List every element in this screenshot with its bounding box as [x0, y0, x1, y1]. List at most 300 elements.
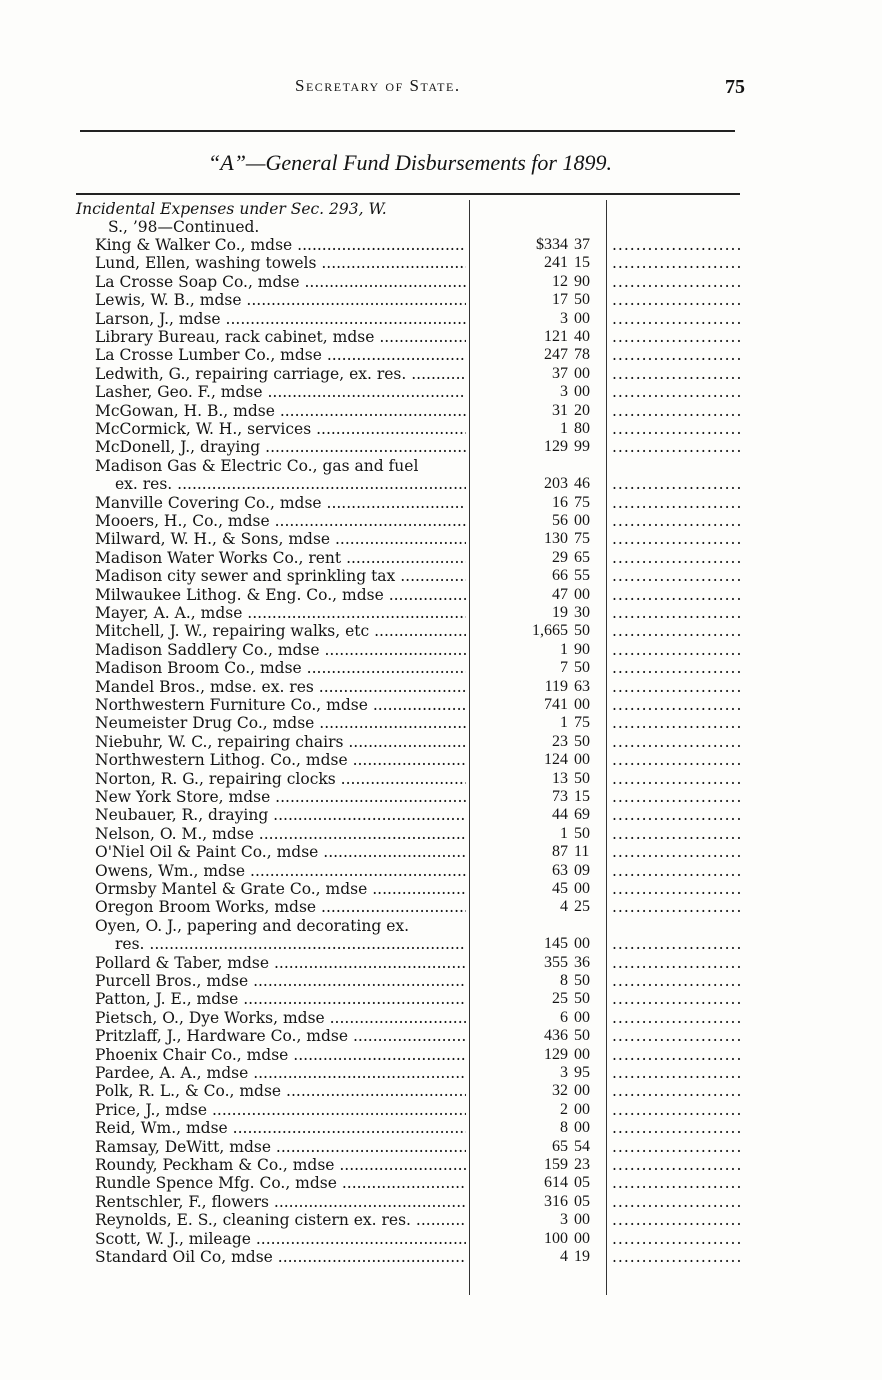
ledger-row [0, 622, 882, 640]
payee-name-text: La Crosse Soap Co., mdse ..... [95, 273, 466, 291]
amount-dollars: 119 [544, 677, 568, 695]
amount-cents: 15 [574, 254, 590, 272]
ledger-row [0, 1193, 882, 1211]
payee-name [95, 843, 466, 861]
total-column-leader [612, 494, 740, 512]
ledger-row [0, 1064, 882, 1082]
amount-cents: 69 [574, 806, 590, 824]
ledger-row [0, 567, 882, 585]
total-column-leader [612, 383, 740, 401]
payee-name-text: Patton, J. E., mdse ..... [95, 990, 466, 1008]
payee-name-text: Price, J., mdse ..... [95, 1101, 466, 1119]
amount-cents: 36 [574, 953, 590, 971]
amount-dollars: 23 [552, 732, 568, 750]
ledger-row [0, 346, 882, 364]
payee-name-text: Library Bureau, rack cabinet, mdse ..... [95, 328, 466, 346]
payee-name [95, 806, 466, 824]
payee-name-text: Mitchell, J. W., repairing walks, etc ..... [95, 622, 466, 640]
amount-cents: 75 [574, 530, 590, 548]
amount-dollars: 247 [544, 346, 568, 364]
amount-cents: 00 [574, 751, 590, 769]
ledger-row [0, 494, 882, 512]
amount-cents: 00 [574, 879, 590, 897]
amount-dollars: 100 [544, 1229, 568, 1247]
amount-dollars: 316 [544, 1192, 568, 1210]
amount-cents: 54 [574, 1137, 590, 1155]
ledger-row [0, 1082, 882, 1100]
payee-name [95, 1009, 466, 1027]
payee-name [95, 1174, 466, 1192]
payee-name [95, 714, 466, 732]
amount-cents: 00 [574, 585, 590, 603]
amount-cents: 20 [574, 401, 590, 419]
ledger-row [0, 1230, 882, 1248]
amount-dollars: 3 [560, 383, 568, 401]
ledger-row [0, 1211, 882, 1229]
payee-name-text: Rentschler, F., flowers ..... [95, 1193, 466, 1211]
total-column-leader [612, 1101, 740, 1119]
total-column-leader [612, 1027, 740, 1045]
payee-name-text: Lasher, Geo. F., mdse ..... [95, 383, 466, 401]
payee-name-text: Milward, W. H., & Sons, mdse ..... [95, 530, 466, 548]
payee-name [95, 402, 466, 420]
amount-dollars: 1 [560, 714, 568, 732]
ledger-row [0, 254, 882, 272]
ledger-row [0, 751, 882, 769]
amount-dollars: 614 [544, 1174, 568, 1192]
amount-dollars: 129 [544, 1045, 568, 1063]
payee-name-line2: ex. res. ..... [95, 475, 466, 494]
amount-cents: 00 [574, 935, 590, 953]
ledger-row [0, 549, 882, 567]
amount-dollars: 87 [552, 843, 568, 861]
amount-dollars: 741 [544, 695, 568, 713]
amount-dollars: 47 [552, 585, 568, 603]
total-column-leader [612, 990, 740, 1008]
payee-name [95, 383, 466, 401]
amount-cents: 63 [574, 677, 590, 695]
page-number: 75 [725, 76, 745, 98]
amount-cents: 90 [574, 272, 590, 290]
amount-dollars: 65 [552, 1137, 568, 1155]
amount-dollars: 16 [552, 493, 568, 511]
amount-dollars: 159 [544, 1155, 568, 1173]
amount-cents: 55 [574, 567, 590, 585]
payee-name-text: New York Store, mdse ..... [95, 788, 466, 806]
amount-cents: 00 [574, 383, 590, 401]
payee-name [95, 770, 466, 788]
page-header [80, 76, 745, 102]
total-column-leader [612, 733, 740, 751]
payee-name [95, 512, 466, 530]
payee-name-text: Reynolds, E. S., cleaning cistern ex. res. ..... [95, 1211, 466, 1229]
ledger-row [0, 1009, 882, 1027]
payee-name [95, 898, 466, 916]
ledger-row [0, 806, 882, 824]
payee-name-text: Milwaukee Lithog. & Eng. Co., mdse ..... [95, 586, 466, 604]
ledger-row [0, 770, 882, 788]
total-column-leader [612, 236, 740, 254]
amount-dollars: $334 [536, 236, 568, 253]
payee-name-text: Pietsch, O., Dye Works, mdse ..... [95, 1009, 466, 1027]
payee-name [95, 586, 466, 604]
payee-name [95, 420, 466, 438]
amount-dollars: 2 [560, 1100, 568, 1118]
ledger-row [0, 236, 882, 254]
payee-name [95, 678, 466, 696]
amount-dollars: 130 [544, 530, 568, 548]
payee-name-text: Lewis, W. B., mdse ..... [95, 291, 466, 309]
section-heading [76, 200, 466, 236]
ledger-row [0, 1174, 882, 1192]
payee-name [95, 696, 466, 714]
payee-name [95, 346, 466, 364]
amount-cents: 40 [574, 327, 590, 345]
total-column-leader [612, 714, 740, 732]
payee-name-text: Madison Saddlery Co., mdse ..... [95, 641, 466, 659]
payee-name-text: Roundy, Peckham & Co., mdse ..... [95, 1156, 466, 1174]
payee-name [95, 530, 466, 548]
ledger-row [0, 438, 882, 456]
total-column-leader [612, 954, 740, 972]
ledger-row [0, 843, 882, 861]
payee-name-text: Standard Oil Co, mdse ..... [95, 1248, 466, 1266]
amount-dollars: 19 [552, 604, 568, 622]
ledger-row [0, 291, 882, 309]
ledger-row [0, 917, 882, 954]
payee-name-text: Purcell Bros., mdse ..... [95, 972, 466, 990]
payee-name [95, 310, 466, 328]
amount-cents: 99 [574, 438, 590, 456]
payee-name-text: Madison city sewer and sprinkling tax ..... [95, 567, 466, 585]
payee-name [95, 825, 466, 843]
payee-name [95, 1064, 466, 1082]
ledger-row [0, 420, 882, 438]
total-column-leader [612, 1193, 740, 1211]
amount-cents: 50 [574, 1027, 590, 1045]
payee-name-text: Pardee, A. A., mdse ..... [95, 1064, 466, 1082]
amount-cents: 00 [574, 1008, 590, 1026]
amount-dollars: 1 [560, 824, 568, 842]
amount-cents: 65 [574, 548, 590, 566]
total-column-leader [612, 880, 740, 898]
total-column-leader [612, 678, 740, 696]
payee-name [95, 972, 466, 990]
payee-name-text: Niebuhr, W. C., repairing chairs ..... [95, 733, 466, 751]
amount-cents: 00 [574, 1045, 590, 1063]
total-column-leader [612, 254, 740, 272]
payee-name-text: Norton, R. G., repairing clocks ..... [95, 770, 466, 788]
payee-name [95, 733, 466, 751]
amount-dollars: 3 [560, 1211, 568, 1229]
amount-cents: 46 [574, 475, 590, 493]
ledger-row [0, 788, 882, 806]
amount-dollars: 8 [560, 972, 568, 990]
payee-name-text: Northwestern Furniture Co., mdse ..... [95, 696, 466, 714]
total-column-leader [612, 751, 740, 769]
payee-name-text: Mayer, A. A., mdse ..... [95, 604, 466, 622]
total-column-leader [612, 346, 740, 364]
ledger-row [0, 898, 882, 916]
payee-name-text: La Crosse Lumber Co., mdse ..... [95, 346, 466, 364]
section-heading-text: Incidental Expenses under Sec. 293, W. [76, 200, 387, 218]
total-column-leader [612, 622, 740, 640]
payee-name-text: Mooers, H., Co., mdse ..... [95, 512, 466, 530]
payee-name [95, 862, 466, 880]
amount-dollars: 8 [560, 1119, 568, 1137]
amount-dollars: 17 [552, 291, 568, 309]
amount-dollars: 7 [560, 659, 568, 677]
total-column-leader [612, 641, 740, 659]
payee-name-text: McGowan, H. B., mdse ..... [95, 402, 466, 420]
payee-name [95, 751, 466, 769]
amount-cents: 05 [574, 1174, 590, 1192]
running-title: Secretary of State. [295, 76, 461, 95]
total-column-leader [612, 862, 740, 880]
ledger-row [0, 1046, 882, 1064]
amount-dollars: 436 [544, 1027, 568, 1045]
ledger-row [0, 383, 882, 401]
ledger-row [0, 954, 882, 972]
amount-cents: 78 [574, 346, 590, 364]
total-column-leader [612, 825, 740, 843]
payee-name-text: Reid, Wm., mdse ..... [95, 1119, 466, 1137]
payee-name [95, 1138, 466, 1156]
total-column-leader [612, 549, 740, 567]
payee-name-text: Ledwith, G., repairing carriage, ex. res. ..... [95, 365, 466, 383]
total-column-leader [612, 1174, 740, 1192]
amount-dollars: 4 [560, 898, 568, 916]
payee-name-text: Madison Water Works Co., rent ..... [95, 549, 466, 567]
amount-cents: 23 [574, 1155, 590, 1173]
amount-dollars: 241 [544, 254, 568, 272]
payee-name-text: Northwestern Lithog. Co., mdse ..... [95, 751, 466, 769]
total-column-leader [612, 1138, 740, 1156]
payee-name [95, 567, 466, 585]
payee-name-text: Mandel Bros., mdse. ex. res ..... [95, 678, 466, 696]
amount-cents: 50 [574, 972, 590, 990]
payee-name-text: Manville Covering Co., mdse ..... [95, 494, 466, 512]
ledger-row [0, 1156, 882, 1174]
payee-name [95, 641, 466, 659]
total-column-leader [612, 438, 740, 456]
section-heading-continuation: S., ’98—Continued. [108, 218, 260, 236]
payee-name-text: Scott, W. J., mileage ..... [95, 1230, 466, 1248]
amount-dollars: 56 [552, 512, 568, 530]
amount-dollars: 32 [552, 1082, 568, 1100]
payee-name [95, 1211, 466, 1229]
amount-cents: 25 [574, 898, 590, 916]
payee-name [95, 1248, 466, 1266]
amount-cents: 00 [574, 364, 590, 382]
total-column-leader [612, 1009, 740, 1027]
payee-name-text: Larson, J., mdse ..... [95, 310, 466, 328]
total-column-leader [612, 1064, 740, 1082]
payee-name-line1: Madison Gas & Electric Co., gas and fuel [95, 456, 419, 475]
payee-name-text: Lund, Ellen, washing towels ..... [95, 254, 466, 272]
header-rule [80, 130, 735, 132]
amount-dollars: 4 [560, 1247, 568, 1265]
total-column-leader [612, 586, 740, 604]
ledger-row [0, 1101, 882, 1119]
payee-name [95, 273, 466, 291]
amount-cents: 15 [574, 787, 590, 805]
payee-name [95, 1193, 466, 1211]
amount-dollars: 31 [552, 401, 568, 419]
total-column-leader [612, 604, 740, 622]
amount-dollars: 12 [552, 272, 568, 290]
total-column-leader [612, 512, 740, 530]
ledger-row [0, 733, 882, 751]
payee-name-text: Ramsay, DeWitt, mdse ..... [95, 1138, 466, 1156]
payee-name-text: Pollard & Taber, mdse ..... [95, 954, 466, 972]
total-column-leader [612, 806, 740, 824]
amount-cents: 50 [574, 769, 590, 787]
total-column-leader [612, 273, 740, 291]
amount-dollars: 129 [544, 438, 568, 456]
payee-name [95, 457, 466, 494]
total-column-leader [612, 1230, 740, 1248]
ledger-row [0, 1119, 882, 1137]
ledger-row [0, 310, 882, 328]
ledger-row [0, 1248, 882, 1266]
payee-name-line1: Oyen, O. J., papering and decorating ex. [95, 916, 410, 935]
payee-name-text: O'Niel Oil & Paint Co., mdse ..... [95, 843, 466, 861]
amount-cents: 95 [574, 1064, 590, 1082]
amount-cents: 50 [574, 732, 590, 750]
ledger-row [0, 990, 882, 1008]
amount-dollars: 3 [560, 1064, 568, 1082]
amount-cents: 00 [574, 1211, 590, 1229]
ledger-row [0, 862, 882, 880]
amount-cents: 80 [574, 419, 590, 437]
payee-name [95, 494, 466, 512]
ledger-row [0, 678, 882, 696]
payee-name-text: Rundle Spence Mfg. Co., mdse ..... [95, 1174, 466, 1192]
table-top-rule [76, 193, 740, 195]
ledger-row [0, 402, 882, 420]
payee-name-text: Owens, Wm., mdse ..... [95, 862, 466, 880]
payee-name-text: McDonell, J., draying ..... [95, 438, 466, 456]
total-column-leader [612, 972, 740, 990]
ledger-row [0, 457, 882, 494]
ledger-row [0, 641, 882, 659]
amount-cents: 00 [574, 309, 590, 327]
amount-cents: 50 [574, 622, 590, 640]
payee-name [95, 622, 466, 640]
amount-dollars: 13 [552, 769, 568, 787]
amount-dollars: 29 [552, 548, 568, 566]
payee-name [95, 604, 466, 622]
amount-dollars: 44 [552, 806, 568, 824]
amount-cents: 00 [574, 1119, 590, 1137]
payee-name-text: Neumeister Drug Co., mdse ..... [95, 714, 466, 732]
total-column-leader [612, 310, 740, 328]
total-column-leader [612, 696, 740, 714]
payee-name [95, 788, 466, 806]
amount-cents: 75 [574, 493, 590, 511]
total-column-leader [612, 402, 740, 420]
payee-name [95, 954, 466, 972]
amount-cents: 11 [574, 843, 590, 861]
total-column-leader [612, 843, 740, 861]
payee-name-text: Polk, R. L., & Co., mdse ..... [95, 1082, 466, 1100]
payee-name-line2: res. ..... [95, 935, 466, 954]
amount-cents: 09 [574, 861, 590, 879]
ledger-row [0, 972, 882, 990]
amount-dollars: 63 [552, 861, 568, 879]
payee-name-text: Ormsby Mantel & Grate Co., mdse ..... [95, 880, 466, 898]
payee-name [95, 1156, 466, 1174]
payee-name [95, 1082, 466, 1100]
payee-name-text: Oregon Broom Works, mdse ..... [95, 898, 466, 916]
amount-cents: 30 [574, 604, 590, 622]
amount-cents: 75 [574, 714, 590, 732]
payee-name [95, 659, 466, 677]
table-title: “A”—General Fund Disbursements for 1899. [208, 150, 612, 175]
amount-dollars: 1,665 [532, 622, 568, 640]
total-column-leader [612, 475, 740, 493]
payee-name [95, 1119, 466, 1137]
ledger-row [0, 586, 882, 604]
ledger-row [0, 1138, 882, 1156]
amount-dollars: 73 [552, 787, 568, 805]
payee-name [95, 990, 466, 1008]
amount-cents: 00 [574, 512, 590, 530]
payee-name [95, 549, 466, 567]
ledger-row [0, 512, 882, 530]
amount-dollars: 1 [560, 640, 568, 658]
amount-cents: 05 [574, 1192, 590, 1210]
ledger-row [0, 273, 882, 291]
amount-cents: 19 [574, 1247, 590, 1265]
amount-dollars: 3 [560, 309, 568, 327]
total-column-leader [612, 788, 740, 806]
total-column-leader [612, 1156, 740, 1174]
total-column-leader [612, 328, 740, 346]
total-column-leader [612, 659, 740, 677]
payee-name-text: King & Walker Co., mdse ..... [95, 236, 466, 254]
amount-dollars: 124 [544, 751, 568, 769]
amount-dollars: 66 [552, 567, 568, 585]
payee-name-text: Phoenix Chair Co., mdse ..... [95, 1046, 466, 1064]
total-column-leader [612, 1211, 740, 1229]
payee-name [95, 365, 466, 383]
payee-name-text: McCormick, W. H., services ..... [95, 420, 466, 438]
payee-name [95, 917, 466, 954]
total-column-leader [612, 1046, 740, 1064]
ledger-row [0, 530, 882, 548]
total-column-leader [612, 898, 740, 916]
disbursement-list [0, 236, 882, 1266]
payee-name [95, 328, 466, 346]
payee-name [95, 1230, 466, 1248]
amount-dollars: 45 [552, 879, 568, 897]
payee-name-text: Nelson, O. M., mdse ..... [95, 825, 466, 843]
payee-name [95, 1027, 466, 1045]
amount-dollars: 145 [544, 935, 568, 953]
amount-cents: 90 [574, 640, 590, 658]
amount-cents: 00 [574, 695, 590, 713]
payee-name [95, 291, 466, 309]
ledger-row [0, 825, 882, 843]
ledger-row [0, 365, 882, 383]
total-column-leader [612, 567, 740, 585]
amount-dollars: 37 [552, 364, 568, 382]
total-column-leader [612, 1119, 740, 1137]
total-column-leader [612, 770, 740, 788]
ledger-row [0, 880, 882, 898]
